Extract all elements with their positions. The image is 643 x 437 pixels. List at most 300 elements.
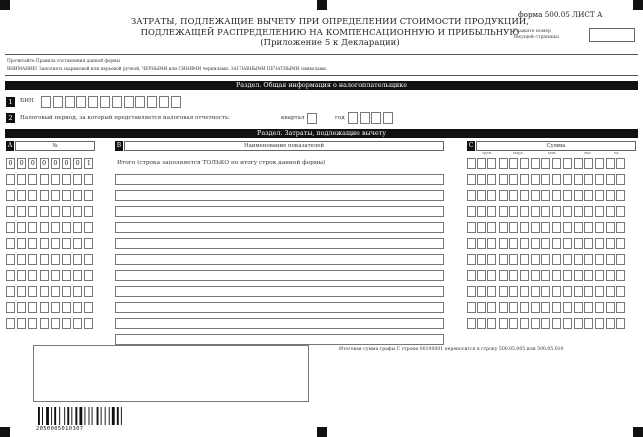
sum-digit-cell[interactable] [595,270,604,281]
sum-digit-cell[interactable] [509,222,518,233]
sum-digit-cell[interactable] [552,270,561,281]
line-code-digit-cell[interactable] [84,270,93,281]
indicator-name-field[interactable] [115,286,444,297]
sum-digit-cell[interactable] [541,286,550,297]
sum-digit-cell[interactable] [499,174,508,185]
line-code-digit-cell[interactable] [62,238,71,249]
sum-digit-cell[interactable] [563,190,572,201]
sum-digit-cell[interactable] [584,206,593,217]
column-a-marker: A [7,142,13,149]
sum-digit-cell[interactable] [574,222,583,233]
line-code-digit-cell[interactable] [84,206,93,217]
line-code-digit-cell[interactable] [84,190,93,201]
line-code-digit-cell[interactable] [84,254,93,265]
line-code-digit-cell[interactable] [62,206,71,217]
sum-digit-cell[interactable] [552,286,561,297]
bin-digit-cell[interactable] [147,96,157,108]
sum-digit-cell[interactable] [509,206,518,217]
sum-digit-cell[interactable] [509,238,518,249]
line-code-digit-cell[interactable] [28,318,37,329]
sum-subhead-thousand: тыс. [584,151,593,155]
sum-digit-cell[interactable] [520,254,529,265]
sum-digit-cell[interactable] [499,302,508,313]
line-code-digit-cell[interactable] [17,270,26,281]
bin-digit-cell[interactable] [41,96,51,108]
sum-digit-cell[interactable] [520,206,529,217]
sum-digit-cell[interactable] [595,318,604,329]
line-code-digit-cell[interactable] [84,302,93,313]
sum-digit-cell[interactable] [467,190,476,201]
sum-digit-cell[interactable] [477,174,486,185]
line-code-digit-cell[interactable] [28,254,37,265]
sum-subhead-units: ед. [614,151,620,155]
sum-digit-cell[interactable] [616,238,625,249]
line-code-digit-cell[interactable] [17,190,26,201]
bin-digit-cell[interactable] [65,96,75,108]
line-code-digit-cell[interactable] [40,206,49,217]
sum-digit-cell[interactable] [541,158,550,169]
line-code-digit-cell[interactable] [40,222,49,233]
indicator-name-field[interactable] [115,238,444,249]
line-code-digit-cell[interactable] [62,222,71,233]
sum-digit-cell[interactable] [584,158,593,169]
year-digit-cell[interactable] [383,112,393,124]
sum-digit-cell[interactable] [552,190,561,201]
sum-digit-cell[interactable] [584,238,593,249]
line-code-digit-cell[interactable]: 0 [51,158,60,169]
line-code-digit-cell[interactable] [6,254,15,265]
sum-digit-cell[interactable] [552,222,561,233]
sum-digit-cell[interactable] [584,190,593,201]
sum-digit-cell[interactable] [477,302,486,313]
sum-digit-cell[interactable] [606,270,615,281]
line-code-digit-cell[interactable] [28,222,37,233]
line-code-digit-cell[interactable] [51,286,60,297]
sum-digit-cell[interactable] [467,270,476,281]
line-code-digit-cell[interactable] [40,238,49,249]
barcode-bar [75,407,77,425]
indicator-name-field[interactable] [115,302,444,313]
line-code-digit-cell[interactable] [17,238,26,249]
sum-digit-cell[interactable] [477,254,486,265]
sum-digit-cell[interactable] [467,174,476,185]
sum-digit-cell[interactable] [616,270,625,281]
sum-digit-cell[interactable] [606,174,615,185]
bin-digit-cell[interactable] [112,96,122,108]
line-code-digit-cell[interactable] [6,190,15,201]
bin-digit-cell[interactable] [135,96,145,108]
registration-mark-top-right [633,0,643,10]
sum-digit-cell[interactable] [531,222,540,233]
sum-digit-cell[interactable] [552,158,561,169]
sum-digit-cell[interactable] [499,286,508,297]
sum-digit-cell[interactable] [552,174,561,185]
line-code-digit-cell[interactable] [28,206,37,217]
sum-digit-cell[interactable] [552,302,561,313]
bin-digit-cell[interactable] [100,96,110,108]
sum-digit-cell[interactable] [552,206,561,217]
barcode-bar [51,407,52,425]
line-code-digit-cell[interactable] [6,206,15,217]
sum-digit-cell[interactable] [563,206,572,217]
line-code-digit-cell[interactable] [17,206,26,217]
sum-digit-cell[interactable] [499,270,508,281]
sum-digit-cell[interactable] [616,206,625,217]
sum-digit-cell[interactable] [467,206,476,217]
sum-digit-cell[interactable] [606,318,615,329]
column-a-header: № [15,141,95,151]
sum-digit-cell[interactable] [531,238,540,249]
sum-digit-cell[interactable] [574,270,583,281]
line-code-digit-cell[interactable]: 0 [28,158,37,169]
sum-digit-cell[interactable] [509,318,518,329]
line-code-digit-cell[interactable] [40,270,49,281]
line-code-digit-cell[interactable] [84,222,93,233]
divider [5,75,638,76]
line-code-digit-cell[interactable] [84,318,93,329]
line-code-digit-cell[interactable] [17,174,26,185]
sum-digit-cell[interactable] [487,190,496,201]
sum-digit-cell[interactable] [477,206,486,217]
sum-digit-cell[interactable] [595,286,604,297]
sum-digit-cell[interactable] [487,158,496,169]
sum-digit-cell[interactable] [584,174,593,185]
bin-digit-cell[interactable] [124,96,134,108]
sum-digit-cell[interactable] [541,254,550,265]
line-code-digit-cell[interactable] [73,286,82,297]
sum-digit-cell[interactable] [477,190,486,201]
sum-digit-cell[interactable] [477,238,486,249]
sum-digit-cell[interactable] [509,270,518,281]
year-digit-cell[interactable] [371,112,381,124]
sum-digit-cell[interactable] [499,222,508,233]
page-number-input[interactable] [589,28,635,42]
sum-digit-cell[interactable] [563,318,572,329]
line-code-digit-cell[interactable] [51,318,60,329]
line-code-digit-cell[interactable] [51,206,60,217]
line-code-digit-cell[interactable] [73,254,82,265]
line-code-digit-cell[interactable] [17,286,26,297]
bin-digit-cell[interactable] [76,96,86,108]
sum-digit-cell[interactable] [574,174,583,185]
line-code-digit-cell[interactable] [28,190,37,201]
line-code-digit-cell[interactable] [6,222,15,233]
sum-digit-cell[interactable] [487,254,496,265]
line-code-digit-cell[interactable]: 0 [73,158,82,169]
indicator-name-field[interactable] [115,254,444,265]
sum-digit-cell[interactable] [541,238,550,249]
sum-digit-cell[interactable] [595,174,604,185]
sum-digit-cell[interactable] [616,158,625,169]
line-code-digit-cell[interactable] [28,302,37,313]
line-code-digit-cell[interactable] [6,286,15,297]
barcode-bar [117,407,119,425]
sum-digit-cell[interactable] [606,254,615,265]
sum-digit-cell[interactable] [616,286,625,297]
sum-digit-cell[interactable] [499,190,508,201]
line-code-digit-cell[interactable] [73,174,82,185]
line-code-digit-cell[interactable]: 0 [40,158,49,169]
sum-digit-cell[interactable] [563,302,572,313]
sum-digit-cell[interactable] [616,222,625,233]
sum-digit-cell[interactable] [541,318,550,329]
line-code-digit-cell[interactable] [73,238,82,249]
sum-digit-cell[interactable] [477,286,486,297]
sum-digit-cell[interactable] [520,238,529,249]
indicator-name-field[interactable] [115,318,444,329]
sum-digit-cell[interactable] [487,206,496,217]
indicator-name-field[interactable] [115,190,444,201]
sum-digit-cell[interactable] [499,206,508,217]
year-digit-cell[interactable] [360,112,370,124]
line-code-digit-cell[interactable] [28,286,37,297]
sum-digit-cell[interactable] [606,190,615,201]
total-row-label: Итого (строка заполняется ТОЛЬКО по итогу строк данной формы) [117,160,326,166]
line-code-digit-cell[interactable]: 0 [17,158,26,169]
sum-digit-cell[interactable] [616,174,625,185]
sum-digit-cell[interactable] [531,286,540,297]
sum-digit-cell[interactable] [563,254,572,265]
sum-digit-cell[interactable] [509,286,518,297]
sum-digit-cell[interactable] [531,190,540,201]
line-code-digit-cell[interactable] [84,286,93,297]
line-code-digit-cell[interactable] [62,270,71,281]
line-code-digit-cell[interactable] [73,190,82,201]
sum-digit-cell[interactable] [487,318,496,329]
sum-digit-cell[interactable] [574,254,583,265]
sum-digit-cell[interactable] [467,222,476,233]
sum-digit-cell[interactable] [509,158,518,169]
line-code-digit-cell[interactable] [73,270,82,281]
line-code-digit-cell[interactable] [62,302,71,313]
sum-digit-cell[interactable] [467,238,476,249]
indicator-name-field[interactable] [115,270,444,281]
sum-digit-cell[interactable] [531,254,540,265]
sum-digit-cell[interactable] [520,318,529,329]
sum-digit-cell[interactable] [520,158,529,169]
line-code-digit-cell[interactable] [73,302,82,313]
sum-digit-cell[interactable] [574,318,583,329]
line-code-digit-cell[interactable] [51,222,60,233]
sum-digit-cell[interactable] [606,286,615,297]
registration-mark-mid-left [317,0,327,10]
sum-digit-cell[interactable] [509,254,518,265]
sum-digit-cell[interactable] [531,158,540,169]
line-code-digit-cell[interactable] [84,174,93,185]
barcode-bar [105,407,106,425]
sum-digit-cell[interactable] [616,302,625,313]
sum-digit-cell[interactable] [595,222,604,233]
line-code-digit-cell[interactable] [84,238,93,249]
sum-digit-cell[interactable] [584,302,593,313]
sum-digit-cell[interactable] [467,318,476,329]
line-code-digit-cell[interactable] [51,270,60,281]
sum-digit-cell[interactable] [520,190,529,201]
sum-digit-cell[interactable] [531,270,540,281]
line-code-digit-cell[interactable] [62,318,71,329]
sum-digit-cell[interactable] [477,270,486,281]
sum-digit-cell[interactable] [520,222,529,233]
line-code-digit-cell[interactable] [51,238,60,249]
sum-digit-cell[interactable] [606,302,615,313]
line-code-digit-cell[interactable] [6,318,15,329]
line-code-digit-cell[interactable] [51,190,60,201]
barcode-bar [101,407,102,425]
sum-digit-cell[interactable] [563,174,572,185]
line-code-digit-cell[interactable]: 1 [84,158,93,169]
sum-digit-cell[interactable] [616,318,625,329]
sum-digit-cell[interactable] [595,302,604,313]
indicator-name-field[interactable] [115,222,444,233]
sum-digit-cell[interactable] [509,302,518,313]
sum-digit-cell[interactable] [563,238,572,249]
line-code-digit-cell[interactable] [62,190,71,201]
sum-digit-cell[interactable] [584,318,593,329]
line-code-digit-cell[interactable]: 0 [6,158,15,169]
sum-digit-cell[interactable] [574,158,583,169]
sum-digit-cell[interactable] [531,318,540,329]
sum-digit-cell[interactable] [616,190,625,201]
sum-digit-cell[interactable] [520,270,529,281]
line-code-digit-cell[interactable] [28,174,37,185]
line-code-digit-cell[interactable] [40,318,49,329]
line-code-digit-cell[interactable] [62,174,71,185]
sum-digit-cell[interactable] [552,318,561,329]
registration-mark-bottom-right [633,427,643,437]
sum-digit-cell[interactable] [574,238,583,249]
line-code-digit-cell[interactable] [51,302,60,313]
sum-digit-cell[interactable] [477,158,486,169]
sum-digit-cell[interactable] [606,158,615,169]
sum-digit-cell[interactable] [595,254,604,265]
sum-digit-cell[interactable] [487,270,496,281]
sum-digit-cell[interactable] [574,206,583,217]
sum-digit-cell[interactable] [552,254,561,265]
sum-digit-cell[interactable] [531,206,540,217]
sum-digit-cell[interactable] [520,286,529,297]
bin-digit-cell[interactable] [159,96,169,108]
sum-digit-cell[interactable] [541,302,550,313]
indicator-name-field[interactable] [115,174,444,185]
line-code-digit-cell[interactable] [17,222,26,233]
sum-digit-cell[interactable] [477,318,486,329]
indicator-name-field[interactable] [115,334,444,345]
sum-digit-cell[interactable] [487,286,496,297]
line-code-digit-cell[interactable] [51,254,60,265]
sum-digit-cell[interactable] [541,174,550,185]
sum-digit-cell[interactable] [606,206,615,217]
sum-digit-cell[interactable] [574,302,583,313]
sum-digit-cell[interactable] [574,190,583,201]
sum-digit-cell[interactable] [487,222,496,233]
sum-digit-cell[interactable] [467,286,476,297]
sum-digit-cell[interactable] [595,190,604,201]
sum-digit-cell[interactable] [563,158,572,169]
bin-digit-cell[interactable] [53,96,63,108]
sum-digit-cell[interactable] [595,206,604,217]
sum-digit-cell[interactable] [584,286,593,297]
line-code-digit-cell[interactable] [28,270,37,281]
line-code-digit-cell[interactable] [40,254,49,265]
sum-digit-cell[interactable] [606,238,615,249]
bin-digit-cell[interactable] [171,96,181,108]
sum-digit-cell[interactable] [541,222,550,233]
line-code-digit-cell[interactable] [40,286,49,297]
sum-digit-cell[interactable] [467,158,476,169]
sum-digit-cell[interactable] [541,190,550,201]
sum-digit-cell[interactable] [595,158,604,169]
sum-digit-cell[interactable] [584,222,593,233]
line-code-digit-cell[interactable] [62,286,71,297]
sum-digit-cell[interactable] [584,270,593,281]
sum-digit-cell[interactable] [541,206,550,217]
form-title: ЗАТРАТЫ, ПОДЛЕЖАЩИЕ ВЫЧЕТУ ПРИ ОПРЕДЕЛЕНИИ СТОИМОСТИ ПРОДУКЦИИ, ПОДЛЕЖАЩЕЙ РАСПРЕДЕЛЕНИЮ НА КОМПЕНСАЦИОННУЮ И ПРИБЫЛЬНУЮ (Приложение 5 к Декларации) [130,16,530,47]
sum-digit-cell[interactable] [584,254,593,265]
sum-digit-cell[interactable] [595,238,604,249]
indicator-name-field[interactable] [115,206,444,217]
sum-digit-cell[interactable] [541,270,550,281]
sum-digit-cell[interactable] [552,238,561,249]
line-code-digit-cell[interactable] [6,174,15,185]
line-code-digit-cell[interactable] [73,318,82,329]
signature-stamp-area[interactable] [33,345,309,402]
line-code-digit-cell[interactable] [62,254,71,265]
sum-digit-cell[interactable] [531,174,540,185]
sum-digit-cell[interactable] [563,222,572,233]
sum-digit-cell[interactable] [563,286,572,297]
line-code-digit-cell[interactable] [40,190,49,201]
sum-digit-cell[interactable] [509,174,518,185]
sum-digit-cell[interactable] [487,174,496,185]
barcode-bar [64,407,65,425]
sum-digit-cell[interactable] [531,302,540,313]
sum-digit-cell[interactable] [487,302,496,313]
sum-subhead-million: млн. [548,151,557,155]
sum-digit-cell[interactable] [499,238,508,249]
sum-digit-cell[interactable] [499,254,508,265]
line-code-digit-cell[interactable] [6,238,15,249]
sum-digit-cell[interactable] [520,174,529,185]
sum-digit-cell[interactable] [487,238,496,249]
line-code-digit-cell[interactable] [40,302,49,313]
line-code-digit-cell[interactable] [17,254,26,265]
sum-digit-cell[interactable] [499,158,508,169]
sum-digit-cell[interactable] [606,222,615,233]
line-code-digit-cell[interactable] [6,270,15,281]
sum-digit-cell[interactable] [520,302,529,313]
sum-digit-cell[interactable] [467,254,476,265]
sum-digit-cell[interactable] [467,302,476,313]
line-code-digit-cell[interactable] [17,302,26,313]
line-code-digit-cell[interactable] [17,318,26,329]
line-code-digit-cell[interactable] [6,302,15,313]
line-code-digit-cell[interactable] [73,222,82,233]
quarter-input[interactable] [307,113,317,124]
line-code-digit-cell[interactable] [28,238,37,249]
sum-digit-cell[interactable] [477,222,486,233]
year-digit-cell[interactable] [348,112,358,124]
bin-digit-cell[interactable] [88,96,98,108]
sum-digit-cell[interactable] [616,254,625,265]
sum-digit-cell[interactable] [509,190,518,201]
sum-digit-cell[interactable] [499,318,508,329]
sum-digit-cell[interactable] [563,270,572,281]
line-code-digit-cell[interactable]: 0 [62,158,71,169]
line-code-digit-cell[interactable] [51,174,60,185]
sum-digit-cell[interactable] [574,286,583,297]
line-code-digit-cell[interactable] [40,174,49,185]
line-code-digit-cell[interactable] [73,206,82,217]
